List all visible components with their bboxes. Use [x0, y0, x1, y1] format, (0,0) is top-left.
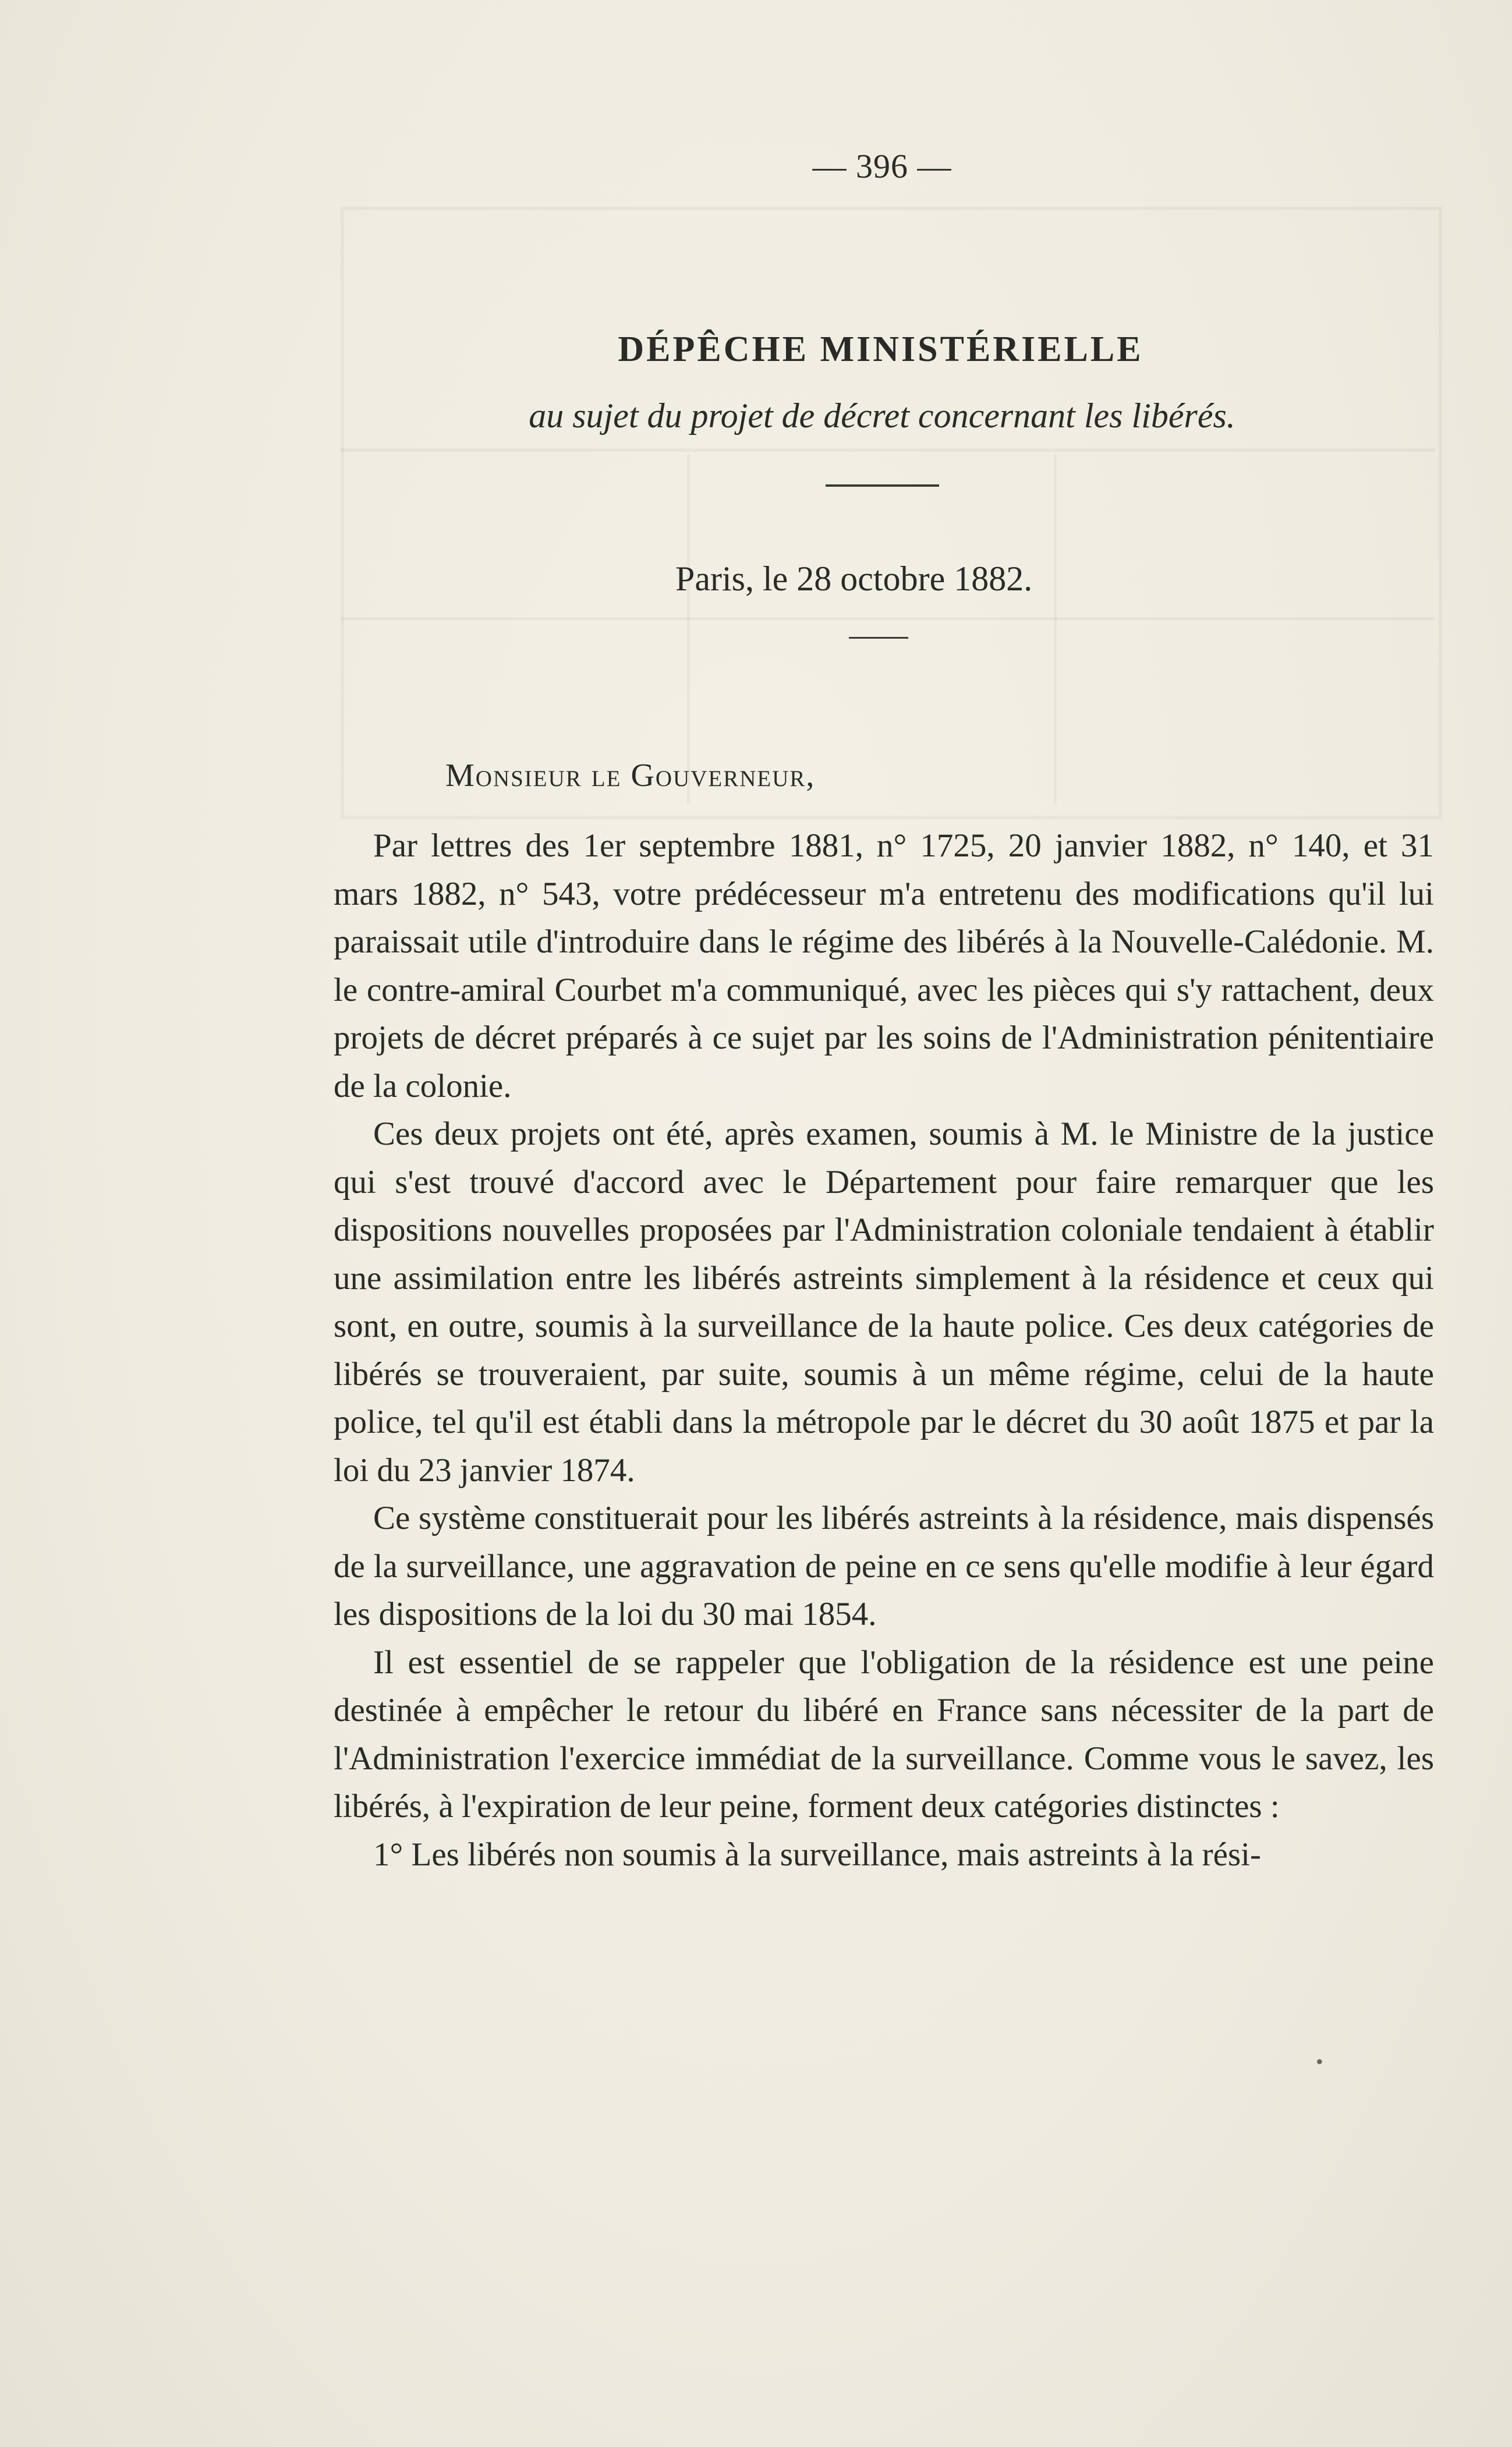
show-through-rule	[341, 448, 1435, 452]
date-divider	[849, 637, 908, 639]
salutation: Monsieur le Gouverneur,	[445, 757, 816, 794]
paragraph: 1° Les libérés non soumis à la surveillance, mais astreints à la rési-	[373, 1836, 1261, 1873]
paragraph: Ces deux projets ont été, après examen, soumis à M. le Ministre de la justice qui s'est trouvé d'accord avec le Département pour faire remarquer que les dispositions nouvelles proposées par l'Administration coloniale tendaient à établir une assimilation entre les libérés astreints simplement à la résidence et ceux qui sont, en outre, soumis à la surveillance de la haute police. Ces deux catégories de libérés se trouveraient, par suite, soumis à un même régime, celui de la haute police, tel qu'il est établi dans la métropole par le décret du 30 août 1875 et par la loi du 23 janvier 1874.	[334, 1116, 1434, 1489]
paragraph: Par lettres des 1er septembre 1881, n° 1725, 20 janvier 1882, n° 140, et 31 mars 1882, n° 543, votre prédécesseur m'a entretenu des modifications qu'il lui paraissait utile d'introduire dans le régime des libérés à la Nouvelle-Calédonie. M. le contre-amiral Courbet m'a communiqué, avec les pièces qui s'y rattachent, deux projets de décret préparés à ce sujet par les soins de l'Administration pénitentiaire de la colonie.	[334, 827, 1434, 1104]
show-through-rule	[1054, 454, 1057, 803]
letter-body	[334, 822, 1434, 1879]
title-divider	[826, 484, 939, 487]
paragraph: Il est essentiel de se rappeler que l'obligation de la résidence est une peine destinée à empêcher le retour du libéré en France sans nécessiter de la part de l'Administration l'exercice immédiat de la surveillance. Comme vous le savez, les libérés, à l'expiration de leur peine, forment deux catégories distinctes :	[334, 1644, 1434, 1825]
page-number: — 396 —	[812, 147, 952, 185]
printer-mark: •	[1316, 2050, 1323, 2073]
document-subtitle: au sujet du projet de décret concernant les libérés.	[529, 396, 1235, 435]
place-date: Paris, le 28 octobre 1882.	[675, 559, 1033, 598]
show-through-table	[341, 207, 1442, 819]
show-through-rule	[687, 454, 690, 803]
show-through-rule	[341, 617, 1435, 620]
paragraph: Ce système constituerait pour les libérés astreints à la résidence, mais dispensés de la surveillance, une aggravation de peine en ce sens qu'elle modifie à leur égard les dispositions de la loi du 30 mai 1854.	[334, 1500, 1434, 1632]
document-title: DÉPÊCHE MINISTÉRIELLE	[618, 330, 1143, 369]
